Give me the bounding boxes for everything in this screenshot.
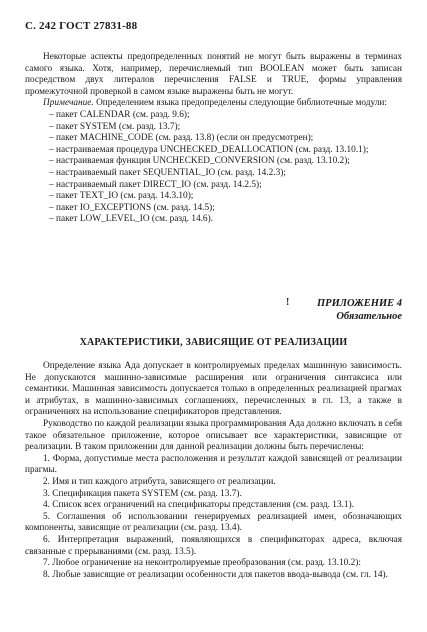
intro-block <box>25 52 402 226</box>
list-item: – пакет IO_EXCEPTIONS (см. разд. 14.5); <box>49 202 215 213</box>
list-item: – настраиваемый пакет DIRECT_IO (см. разд. 14.2.5); <box>49 179 262 190</box>
numbered-item: 1. Форма, допустимые места расположения и результат каждой зависящей от реализации прагмы. <box>25 453 402 476</box>
list-item: – пакет TEXT_IO (см. разд. 14.3.10); <box>49 191 194 202</box>
page-header: С. 242 ГОСТ 27831-88 <box>25 20 138 32</box>
list-item: – настраиваемая функция UNCHECKED_CONVERSION (см. разд. 13.10.2); <box>49 156 350 167</box>
note-text: Определением языка предопределены следующие библиотечные модули: <box>93 98 387 109</box>
appendix-subtitle: Обязательное <box>336 311 402 322</box>
library-modules-list <box>25 110 402 226</box>
list-item: – пакет CALENDAR (см. разд. 9.6); <box>49 109 190 120</box>
list-item: – пакет MACHINE_CODE (см. разд. 13.8) (если он предусмотрен); <box>49 133 314 144</box>
numbered-item: 6. Интерпретация выражений, появляющихся в спецификаторах адреса, включая связанные с прерываниями (см. разд. 13.5). <box>25 534 402 557</box>
list-item: – настраиваемая процедура UNCHECKED_DEALLOCATION (см. разд. 13.10.1); <box>49 144 369 155</box>
note-paragraph <box>25 98 402 110</box>
section-paragraph: Определение языка Ада допускает в контролируемых пределах машинную зависимость. Не допускаются машинно-зависимые расширения или ограничения синтаксиса или семантики. Машинная зависимость допускается только в определенных реализацией прагмах и атрибутах, в машинно-зависимых соглашениях, перечисленных в гл. 13, а также в ограничениях на использование спецификаторов представления. <box>25 361 402 418</box>
section-body <box>25 361 402 581</box>
numbered-item: 5. Соглашения об использовании генерируемых реализацией имен, обозначающих компоненты, зависящие от реализации (см. разд. 13.4). <box>25 511 402 534</box>
intro-paragraph: Некоторые аспекты предопределенных понятий не могут быть выражены в терминах самого языка. Хотя, например, перечисляемый тип BOOLEAN может быть записан посредством двух литералов перечисления FALSE и TRUE, формы управления промежуточной проверкой в самом языке выражены быть не могут. <box>25 52 402 97</box>
numbered-item: 3. Спецификация пакета SYSTEM (см. разд. 13.7). <box>43 488 242 499</box>
list-item: – пакет LOW_LEVEL_IO (см. разд. 14.6). <box>49 214 214 225</box>
note-label: Примечание. <box>43 98 94 109</box>
section-title: ХАРАКТЕРИСТИКИ, ЗАВИСЯЩИЕ ОТ РЕАЛИЗАЦИИ <box>79 337 348 348</box>
section-paragraph: Руководство по каждой реализации языка программирования Ада должно включать в себя такое обязательное приложение, которое описывает все характеристики, зависящие от реализации. В таком приложении для данной реализации должны быть перечислены: <box>25 418 402 453</box>
list-item: – пакет SYSTEM (см. разд. 13.7); <box>49 121 181 132</box>
numbered-item: 4. Список всех ограничений на спецификаторы представления (см. разд. 13.1). <box>43 500 355 511</box>
numbered-item: 7. Любое ограничение на неконтролируемые преобразования (см. разд. 13.10.2): <box>43 558 361 569</box>
stray-mark: ! <box>286 297 290 308</box>
appendix-title: ПРИЛОЖЕНИЕ 4 <box>317 298 402 309</box>
appendix-heading <box>317 297 402 323</box>
numbered-item: 8. Любые зависящие от реализации особенности для пакетов ввода-вывода (см. гл. 14). <box>43 569 388 580</box>
list-item: – настраиваемый пакет SEQUENTIAL_IO (см. разд. 14.2.3); <box>49 167 286 178</box>
numbered-item: 2. Имя и тип каждого атрибута, зависящего от реализации. <box>43 476 276 487</box>
